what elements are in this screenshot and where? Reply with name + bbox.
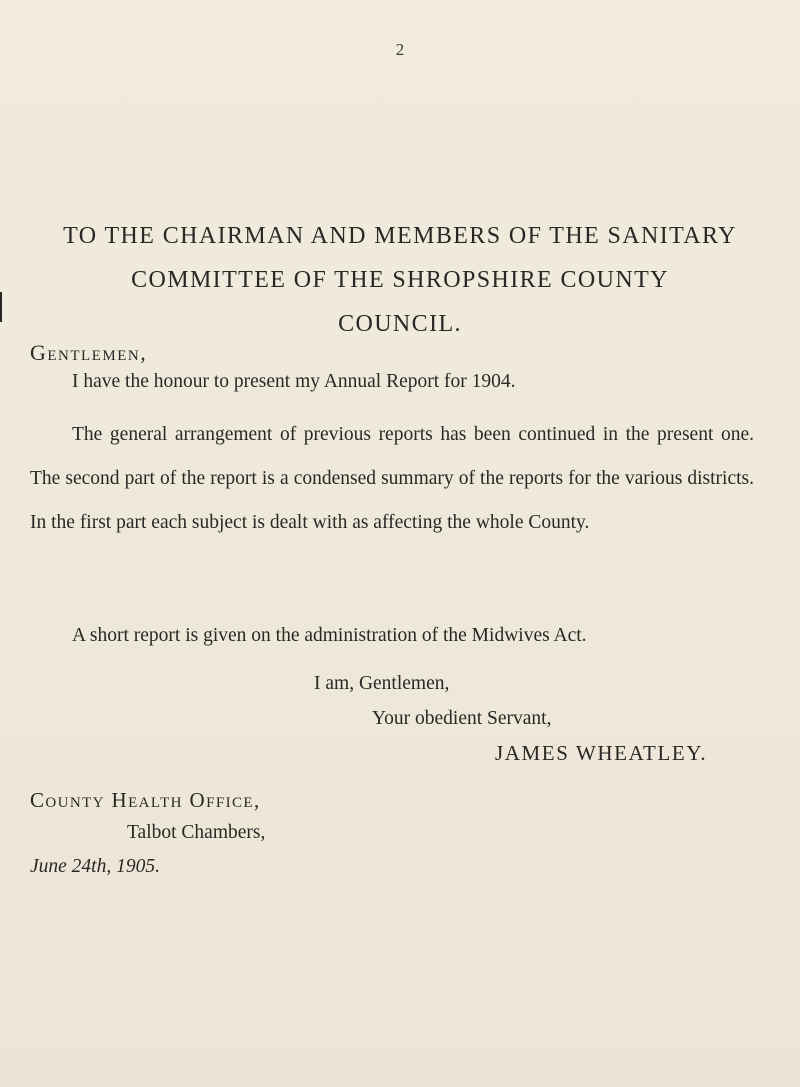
heading-line-2: COMMITTEE OF THE SHROPSHIRE COUNTY	[131, 267, 669, 293]
page-number: 2	[395, 40, 405, 59]
heading-line-1: TO THE CHAIRMAN AND MEMBERS OF THE SANITARY	[63, 223, 737, 249]
address-line-1: County Health Office,	[30, 788, 261, 812]
paragraph-2: The general arrangement of previous reports has been continued in the present one. The second part of the report is a condensed summary of the reports for the various districts. In the first part each subject is dealt with as affecting the whole County.	[30, 424, 754, 533]
heading-line-3: COUNCIL.	[338, 311, 462, 337]
report-heading	[30, 214, 770, 346]
salutation: Gentlemen,	[30, 340, 148, 365]
signature: JAMES WHEATLEY.	[495, 741, 708, 765]
address-line-2: Talbot Chambers,	[127, 822, 266, 843]
paragraph-1: I have the honour to present my Annual Report for 1904.	[72, 371, 516, 392]
margin-mark	[0, 292, 2, 322]
closing-line-1: I am, Gentlemen,	[314, 673, 450, 694]
closing-line-2: Your obedient Servant,	[372, 708, 552, 729]
paragraph-3: A short report is given on the administration of the Midwives Act.	[72, 625, 587, 646]
address-date: June 24th, 1905.	[30, 856, 160, 877]
